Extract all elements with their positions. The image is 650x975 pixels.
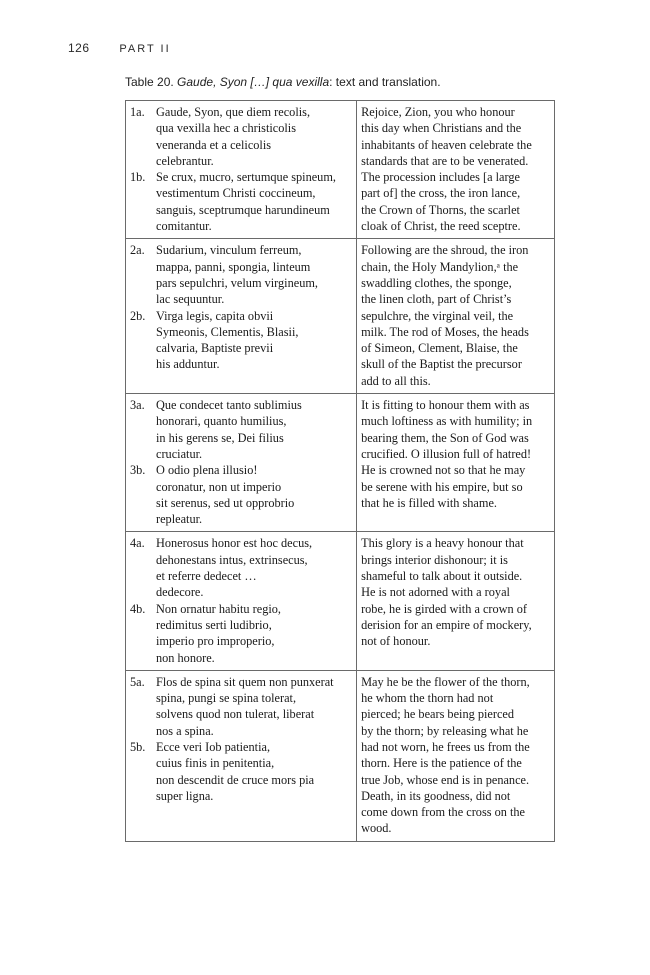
caption-suffix: : text and translation. (329, 75, 441, 89)
translation-line: shameful to talk about it outside. (361, 569, 523, 584)
verse-number: 3a. (130, 398, 145, 413)
latin-line: pars sepulchri, velum virgineum, (156, 275, 318, 290)
translation-line: had not worn, he frees us from the (361, 739, 530, 754)
english-translation-cell (357, 101, 555, 239)
verse-lines (156, 739, 353, 804)
latin-line: dedecore. (156, 585, 204, 600)
page-number: 126 (68, 41, 90, 55)
latin-line: lac sequuntur. (156, 292, 225, 307)
latin-verse (130, 242, 353, 307)
latin-line: non descendit de cruce mors pia (156, 772, 315, 787)
translation-line: part of] the cross, the iron lance, (361, 186, 521, 201)
verse-number: 5a. (130, 674, 145, 689)
latin-line: spina, pungi se spina tolerat, (156, 691, 297, 706)
table-row (126, 394, 555, 532)
verse-lines (156, 104, 353, 169)
latin-line: non honore. (156, 650, 215, 665)
latin-text-cell (126, 532, 357, 670)
verse-number: 4a. (130, 536, 145, 551)
verse-number: 1a. (130, 105, 145, 119)
translation-line: robe, he is girded with a crown of (361, 601, 528, 616)
translation-line: He is crowned not so that he may (361, 463, 526, 478)
latin-verse (130, 169, 353, 234)
latin-verse (130, 308, 353, 373)
verse-number: 2b. (130, 308, 146, 323)
verse-lines (156, 535, 353, 600)
latin-text-cell (126, 394, 357, 532)
translation-line: he whom the thorn had not (361, 691, 494, 706)
text-translation-table (125, 100, 555, 842)
latin-line: in his gerens se, Dei filius (156, 430, 284, 445)
table-row (126, 101, 555, 239)
verse-lines (156, 397, 353, 462)
verse-lines (156, 674, 353, 739)
table-caption (125, 75, 441, 89)
translation-line: not of honour. (361, 634, 431, 649)
latin-line: O odio plena illusio! (156, 463, 258, 478)
translation-line: Following are the shroud, the iron (361, 243, 529, 258)
translation-line: pierced; he bears being pierced (361, 707, 515, 722)
translation-line: come down from the cross on the (361, 805, 525, 820)
table-body (126, 101, 555, 842)
latin-line: Virga legis, capita obvii (156, 308, 274, 323)
latin-line: nos a spina. (156, 723, 214, 738)
verse-lines (156, 169, 353, 234)
translation-line: by the thorn; by releasing what he (361, 723, 529, 738)
latin-line: veneranda et a celicolis (156, 137, 272, 152)
english-translation-cell (357, 394, 555, 532)
latin-line: sanguis, sceptrumque harundineum (156, 202, 330, 217)
english-translation-cell (357, 532, 555, 670)
translation-line: sepulchre, the virginal veil, the (361, 308, 514, 323)
translation-line: bearing them, the Son of God was (361, 430, 529, 445)
caption-title: Gaude, Syon […] qua vexilla (177, 75, 330, 89)
verse-number: 3b. (130, 463, 146, 478)
part-label: PART II (119, 43, 171, 55)
translation-line: inhabitants of heaven celebrate the (361, 137, 532, 152)
translation-line: Rejoice, Zion, you who honour (361, 105, 515, 119)
latin-text-cell (126, 239, 357, 394)
translation-line: thorn. Here is the patience of the (361, 756, 522, 771)
latin-line: Ecce veri Iob patientia, (156, 739, 271, 754)
table-row (126, 532, 555, 670)
latin-line: honorari, quanto humilius, (156, 414, 287, 429)
translation-line: be serene with his empire, but so (361, 479, 523, 494)
latin-line: comitantur. (156, 219, 212, 234)
latin-line: his adduntur. (156, 357, 220, 372)
verse-number: 5b. (130, 739, 146, 754)
translation-line: true Job, whose end is in penance. (361, 772, 530, 787)
caption-prefix: Table 20. (125, 75, 178, 89)
verse-lines (156, 242, 353, 307)
latin-line: solvens quod non tulerat, liberat (156, 707, 315, 722)
latin-line: imperio pro improperio, (156, 634, 275, 649)
latin-line: Honerosus honor est hoc decus, (156, 536, 313, 551)
latin-line: Gaude, Syon, que diem recolis, (156, 105, 311, 119)
latin-line: mappa, panni, spongia, linteum (156, 259, 311, 274)
table-row (126, 670, 555, 841)
latin-verse (130, 397, 353, 462)
latin-line: coronatur, non ut imperio (156, 479, 282, 494)
latin-line: repleatur. (156, 512, 203, 527)
latin-line: Sudarium, vinculum ferreum, (156, 243, 302, 258)
translation-line: wood. (361, 821, 392, 836)
verse-number: 2a. (130, 243, 145, 258)
translation-line: the Crown of Thorns, the scarlet (361, 202, 520, 217)
latin-verse (130, 739, 353, 804)
latin-verse (130, 601, 353, 666)
latin-line: sit serenus, sed ut opprobrio (156, 495, 295, 510)
latin-line: calvaria, Baptiste previi (156, 341, 274, 356)
verse-number: 4b. (130, 601, 146, 616)
latin-line: Flos de spina sit quem non punxerat (156, 674, 334, 689)
translation-line: milk. The rod of Moses, the heads (361, 324, 529, 339)
latin-line: qua vexilla hec a christicolis (156, 121, 296, 136)
latin-line: Se crux, mucro, sertumque spineum, (156, 170, 336, 185)
latin-line: Que condecet tanto sublimius (156, 398, 302, 413)
verse-lines (156, 462, 353, 527)
latin-text-cell (126, 101, 357, 239)
latin-line: dehonestans intus, extrinsecus, (156, 552, 308, 567)
verse-lines (156, 308, 353, 373)
translation-line: brings interior dishonour; it is (361, 552, 508, 567)
translation-line: add to all this. (361, 373, 431, 388)
translation-line: chain, the Holy Mandylion,ᵃ the (361, 259, 519, 274)
translation-line: crucified. O illusion full of hatred! (361, 446, 532, 461)
translation-line: much loftiness as with humility; in (361, 414, 533, 429)
translation-line: He is not adorned with a royal (361, 585, 510, 600)
latin-line: Symeonis, Clementis, Blasii, (156, 324, 299, 339)
latin-text-cell (126, 670, 357, 841)
latin-verse (130, 104, 353, 169)
latin-line: et referre dedecet … (156, 569, 257, 584)
translation-line: derision for an empire of mockery, (361, 617, 532, 632)
translation-line: May he be the flower of the thorn, (361, 674, 530, 689)
translation-line: skull of the Baptist the precursor (361, 357, 522, 372)
latin-line: vestimentum Christi coccineum, (156, 186, 316, 201)
verse-number: 1b. (130, 170, 146, 185)
latin-line: super ligna. (156, 788, 214, 803)
latin-line: cuius finis in penitentia, (156, 756, 275, 771)
translation-line: the linen cloth, part of Christ’s (361, 292, 512, 307)
table-row (126, 239, 555, 394)
translation-line: this day when Christians and the (361, 121, 522, 136)
translation-line: This glory is a heavy honour that (361, 536, 524, 551)
english-translation-cell (357, 239, 555, 394)
translation-line: The procession includes [a large (361, 170, 520, 185)
latin-line: cruciatur. (156, 446, 203, 461)
latin-line: redimitus serti ludibrio, (156, 617, 272, 632)
translation-line: It is fitting to honour them with as (361, 398, 530, 413)
latin-line: Non ornatur habitu regio, (156, 601, 281, 616)
translation-line: of Simeon, Clement, Blaise, the (361, 341, 518, 356)
latin-verse (130, 674, 353, 739)
running-header (68, 41, 171, 55)
english-translation-cell (357, 670, 555, 841)
translation-line: swaddling clothes, the sponge, (361, 275, 512, 290)
latin-line: celebrantur. (156, 153, 214, 168)
latin-verse (130, 462, 353, 527)
translation-line: cloak of Christ, the reed sceptre. (361, 219, 521, 234)
verse-lines (156, 601, 353, 666)
translation-line: that he is filled with shame. (361, 495, 497, 510)
translation-line: Death, in its goodness, did not (361, 788, 511, 803)
latin-verse (130, 535, 353, 600)
translation-line: standards that are to be venerated. (361, 153, 529, 168)
